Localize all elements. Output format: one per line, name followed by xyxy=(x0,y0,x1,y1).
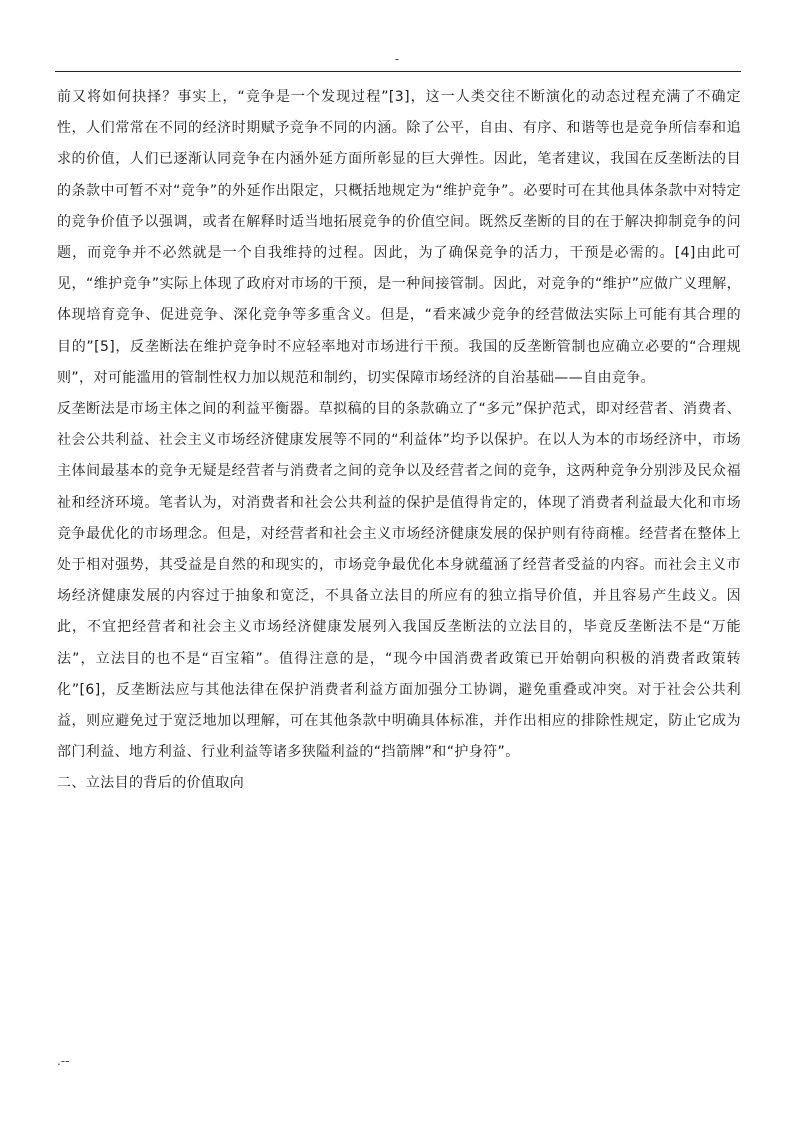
paragraph-interest-balance: 反垄断法是市场主体之间的利益平衡器。草拟稿的目的条款确立了“多元”保护范式，即对经营者、消费者、社会公共利益、社会主义市场经济健康发展等不同的“利益体”均予以保护。在以人为本的市场经济中，市场主体间最基本的竞争无疑是经营者与消费者之间的竞争以及经营者之间的竞争，这两种竞争分别涉及民众福祉和经济环境。笔者认为，对消费者和社会公共利益的保护是值得肯定的，体现了消费者利益最大化和市场竞争最优化的市场理念。但是，对经营者和社会主义市场经济健康发展的保护则有待商榷。经营者在整体上处于相对强势，其受益是自然的和现实的，市场竞争最优化本身就蕴涵了经营者受益的内容。而社会主义市场经济健康发展的内容过于抽象和宽泛，不具备立法目的所应有的独立指导价值，并且容易产生歧义。因此，不宜把经营者和社会主义市场经济健康发展列入我国反垄断法的立法目的，毕竟反垄断法不是“万能法”，立法目的也不是“百宝箱”。值得注意的是，“现今中国消费者政策已开始朝向积极的消费者政策转化”[6]，反垄断法应与其他法律在保护消费者利益方面加强分工协调，避免重叠或冲突。对于社会公共利益，则应避免过于宽泛地加以理解，可在其他条款中明确具体标准，并作出相应的排除性规定，防止它成为部门利益、地方利益、行业利益等诸多狭隘利益的“挡箭牌”和“护身符”。 xyxy=(57,401,741,761)
header-rule xyxy=(55,71,741,72)
section-heading: 二、立法目的背后的价值取向 xyxy=(57,775,245,792)
document-body xyxy=(57,82,741,800)
page-header-mark: - xyxy=(394,52,400,66)
paragraph-competition: 前又将如何抉择？事实上，“竞争是一个发现过程”[3]，这一人类交往不断演化的动态过程充满了不确定性，人们常常在不同的经济时期赋予竞争不同的内涵。除了公平，自由、有序、和谐等也是竞争所信奉和追求的价值，人们已逐渐认同竞争在内涵外延方面所彰显的巨大弹性。因此，笔者建议，我国在反垄断法的目的条款中可暂不对“竞争”的外延作出限定，只概括地规定为“维护竞争”。必要时可在其他具体条款中对特定的竞争价值予以强调，或者在解释时适当地拓展竞争的价值空间。既然反垄断的目的在于解决抑制竞争的问题，而竞争并不必然就是一个自我维持的过程。因此，为了确保竞争的活力，干预是必需的。[4]由此可见，“维护竞争”实际上体现了政府对市场的干预，是一种间接管制。因此，对竞争的“维护”应做广义理解，体现培育竞争、促进竞争、深化竞争等多重含义。但是，“看来减少竞争的经营做法实际上可能有其合理的目的”[5]，反垄断法在维护竞争时不应轻率地对市场进行干预。我国的反垄断管制也应确立必要的“合理规则”，对可能滥用的管制性权力加以规范和制约，切实保障市场经济的自治基础——自由竞争。 xyxy=(57,89,741,386)
page-footer-mark: .-- xyxy=(57,1054,70,1068)
